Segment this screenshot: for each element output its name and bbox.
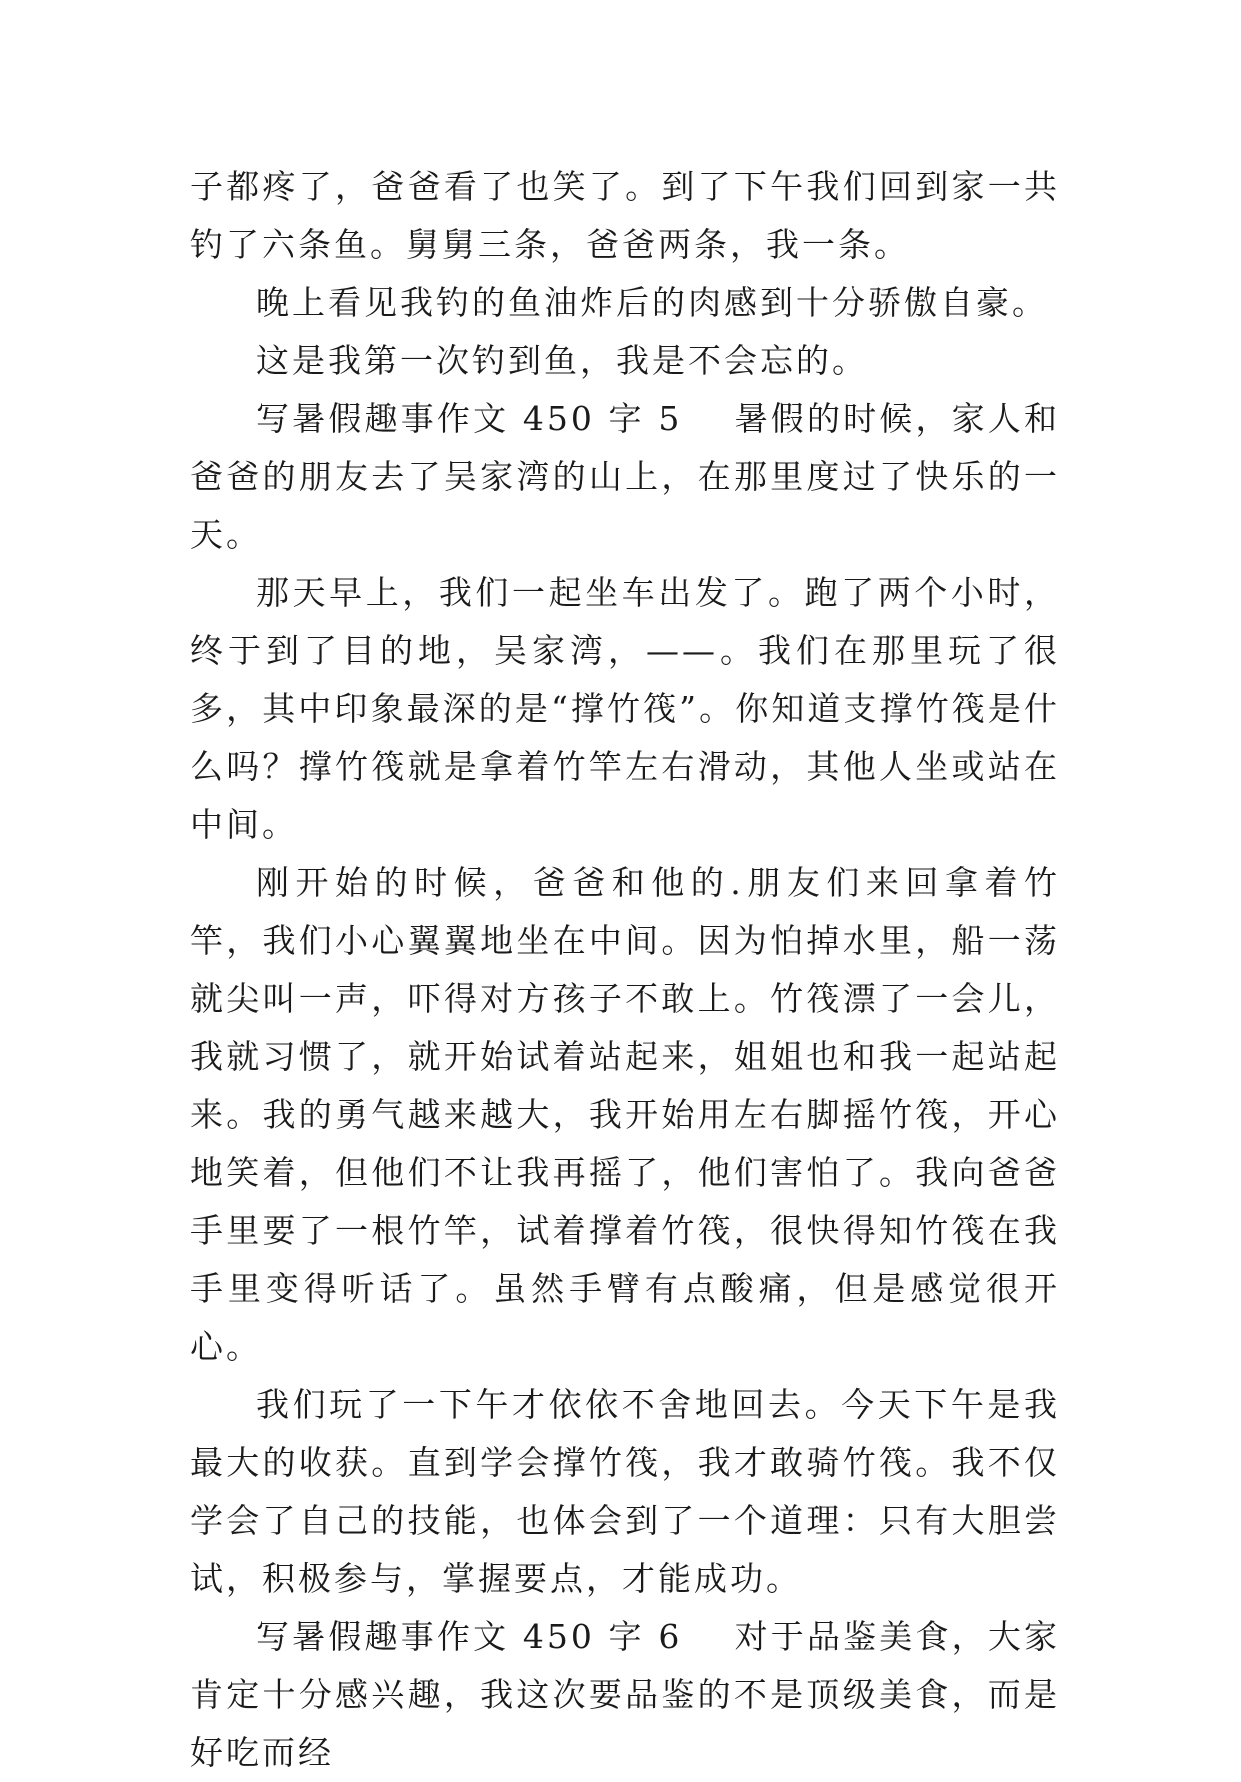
paragraph-4: [190, 390, 1060, 564]
paragraph-4-text: 暑假的时候，家人和爸爸的朋友去了吴家湾的山上，在那里度过了快乐的一天。: [190, 399, 1061, 554]
paragraph-5: 那天早上，我们一起坐车出发了。跑了两个小时，终于到了目的地，吴家湾，——。我们在那里玩了很多，其中印象最深的是“撑竹筏”。你知道支撑竹筏是什么吗？撑竹筏就是拿着竹竿左右滑动，其他人坐或站在中间。: [190, 573, 1060, 844]
paragraph-8-text: 对于品鉴美食，大家肯定十分感兴趣，我这次要品鉴的不是顶级美食，而是好吃而经: [190, 1617, 1061, 1772]
paragraph-8: [190, 1608, 1060, 1782]
paragraph-7: 我们玩了一下午才依依不舍地回去。今天下午是我最大的收获。直到学会撑竹筏，我才敢骑竹筏。我不仅学会了自己的技能，也体会到了一个道理：只有大胆尝试，积极参与，掌握要点，才能成功。: [190, 1385, 1060, 1598]
document-body: [190, 158, 1060, 1782]
essay-heading-5: 写暑假趣事作文 450 字 5: [256, 399, 683, 438]
paragraph-2: 晚上看见我钓的鱼油炸后的肉感到十分骄傲自豪。: [256, 283, 1048, 322]
paragraph-1: 子都疼了，爸爸看了也笑了。到了下午我们回到家一共钓了六条鱼。舅舅三条，爸爸两条，我一条。: [190, 167, 1060, 264]
paragraph-6: 刚开始的时候，爸爸和他的.朋友们来回拿着竹竿，我们小心翼翼地坐在中间。因为怕掉水里，船一荡就尖叫一声，吓得对方孩子不敢上。竹筏漂了一会儿，我就习惯了，就开始试着站起来，姐姐也和我一起站起来。我的勇气越来越大，我开始用左右脚摇竹筏，开心地笑着，但他们不让我再摇了，他们害怕了。我向爸爸手里要了一根竹竿，试着撑着竹筏，很快得知竹筏在我手里变得听话了。虽然手臂有点酸痛，但是感觉很开心。: [190, 863, 1060, 1366]
essay-heading-6: 写暑假趣事作文 450 字 6: [256, 1617, 683, 1656]
paragraph-3: 这是我第一次钓到鱼，我是不会忘的。: [256, 341, 868, 380]
